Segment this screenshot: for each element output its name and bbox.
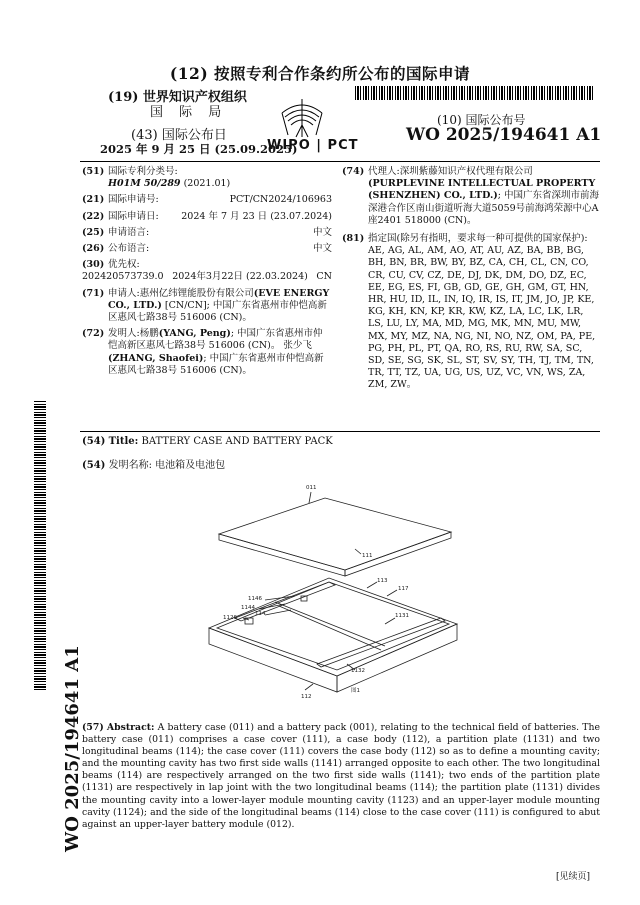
publication-number-label: (10) 国际公布号 — [437, 113, 526, 127]
priority-number: 202420573739.0 — [82, 271, 164, 283]
publication-date: 2025 年 9 月 25 日 (25.09.2025) — [100, 142, 298, 156]
agent: 代理人:深圳紫藤知识产权代理有限公司(PURPLEVINE INTELLECTUAL PROPERTY (SHENZHEN) CO., LTD.); 中国广东省深圳市前海深港合作区南山街道听海大道5059号前海鸿荣源中心A座2401 518000 (CN)。 — [368, 166, 600, 226]
publication-language: 中文 — [312, 243, 332, 255]
organization-name: (19) 世界知识产权组织 — [108, 90, 247, 105]
wipo-logo-icon — [279, 95, 325, 139]
bibliographic-right-column — [342, 166, 600, 396]
abstract: (57) Abstract: A battery case (011) and a battery pack (001), relating to the technical field of batteries. The battery case (011) comprises a case cover (111), a case body (112), a partition plate (1131) and two longitudinal beams (114); the case cover (111) covers the case body (112) so as to define a mounting cavity; and the mounting cavity has two first side walls (1141) arranged opposite to each other. The two longitudinal beams (114) are respectively arranged on the two first side walls (1141); two ends of the partition plate (1131) are respectively in lap joint with the two longitudinal beams (114); the partition plate (1131) divides the mounting cavity into a lower-layer module mounting cavity (1123) and an upper-layer module mounting cavity (1124); and the side of the longitudinal beams (114) close to the case cover (111) is configured to abut against an upper-layer battery module (012). — [82, 722, 600, 830]
designated-states: 指定国(除另有指明，要求每一种可提供的国家保护): AE, AG, AL, AM, AO, AT, AU, AZ, BA, BB, BG, BH, BN, BR, BW, BY, BZ, CA, CH, CL, CN, CO, CR, CU, CV, CZ, DE, DJ, DK, DM, DO, DZ, EC, EE, EG, ES, FI, GB, GD, GE, GH, GM, GT, HN, HR, HU, ID, IL, IN, IQ, IR, IS, IT, JM, JO, JP, KE, KG, KH, KN, KP, KR, KW, KZ, LA, LC, LK, LR, LS, LU, LY, MA, MD, MG, MK, MN, MU, MW, MX, MY, MZ, NA, NG, NI, NO, NZ, OM, PA, PE, PG, PH, PL, PT, QA, RO, RS, RU, RW, SA, SC, SD, SE, SG, SK, SL, ST, SV, SY, TH, TJ, TM, TN, TR, TT, TZ, UA, UG, US, UZ, VC, VN, WS, ZA, ZM, ZW。 — [368, 233, 596, 391]
title-chinese: (54) 发明名称: 电池箱及电池包 — [82, 460, 226, 471]
publication-date-label: (43) 国际公布日 — [131, 128, 227, 143]
field-30: (30) 优先权: 202420573739.0 2024年3月22日 (22.03.2024) CN — [82, 259, 332, 283]
label-011: 011 — [306, 485, 317, 491]
filing-date: 2024 年 7 月 23 日 (23.07.2024) — [181, 210, 332, 222]
document-title: (12) 按照专利合作条约所公布的国际申请 — [169, 64, 471, 83]
continuation-note: [见续页] — [556, 872, 591, 882]
label-114: 114 — [255, 611, 266, 617]
title-english: (54) Title: BATTERY CASE AND BATTERY PACK — [82, 436, 333, 447]
ipc-code: H01M 50/289 — [108, 178, 181, 190]
field-71: (71) 申请人:惠州亿纬锂能股份有限公司(EVE ENERGY CO., LTD.) [CN/CN]; 中国广东省惠州市仲恺高新区惠风七路38号 516006 (CN)。 — [82, 288, 332, 325]
label-113: 113 — [377, 578, 388, 584]
field-72: (72) 发明人:杨鹏(YANG, Peng); 中国广东省惠州市仲恺高新区惠风七路38号 516006 (CN)。 张少飞(ZHANG, Shaofei); 中国广东省惠州市仲恺高新区惠风七路38号 516006 (CN)。 — [82, 328, 332, 377]
barcode-image — [355, 86, 595, 100]
label-112: 112 — [301, 694, 312, 700]
side-barcode-image — [34, 400, 46, 690]
label-111: 111 — [362, 553, 373, 559]
filing-language: 中文 — [312, 226, 332, 238]
label-1131: 1131 — [395, 613, 409, 619]
label-1146: 1146 — [248, 596, 262, 602]
label-1144: 1144 — [241, 605, 255, 611]
publication-number: WO 2025/194641 A1 — [406, 125, 602, 145]
field-25: (25) 申请语言: 中文 — [82, 226, 332, 238]
figure-caption: 图1 — [351, 688, 360, 694]
header-divider — [80, 161, 600, 162]
wipo-pct-wordmark: WIPO | PCT — [267, 138, 359, 153]
bibliographic-left-column — [82, 166, 332, 381]
inventors: 发明人:杨鹏(YANG, Peng); 中国广东省惠州市仲恺高新区惠风七路38号 516006 (CN)。 张少飞(ZHANG, Shaofei); 中国广东省惠州市仲恺高新区惠风七路38号 516006 (CN)。 — [108, 328, 324, 376]
priority-date: 2024年3月22日 (22.03.2024) — [172, 271, 308, 283]
field-51: (51) 国际专利分类号: H01M 50/289 (2021.01) — [82, 166, 231, 190]
applicant: 申请人:惠州亿纬锂能股份有限公司(EVE ENERGY CO., LTD.) [CN/CN]; 中国广东省惠州市仲恺高新区惠风七路38号 516006 (CN)。 — [108, 287, 330, 324]
organization-bureau: 国 际 局 — [150, 105, 228, 120]
title-divider — [80, 431, 600, 432]
label-1132: 1132 — [351, 668, 365, 674]
label-1126: 1126 — [223, 615, 237, 621]
side-publication-number: WO 2025/194641 A1 — [62, 645, 83, 852]
battery-case-drawing — [205, 478, 465, 703]
field-26: (26) 公布语言: 中文 — [82, 243, 332, 255]
field-21: (21) 国际申请号: PCT/CN2024/106963 — [82, 194, 332, 206]
field-22: (22) 国际申请日: 2024 年 7 月 23 日 (23.07.2024) — [82, 210, 332, 222]
application-number: PCT/CN2024/106963 — [229, 194, 332, 206]
priority-country: CN — [316, 271, 332, 283]
field-81: (81) 指定国(除另有指明，要求每一种可提供的国家保护): AE, AG, AL, AM, AO, AT, AU, AZ, BA, BB, BG, BH, BN, BR, BW, BY, BZ, CA, CH, CL, CN, CO, CR, CU, CV, CZ, DE, DJ, DK, DM, DO, DZ, EC, EE, EG, ES, FI, GB, GD, GE, GH, GM, GT, HN, HR, HU, ID, IL, IN, IQ, IR, IS, IT, JM, JO, JP, KE, KG, KH, KN, KP, KR, KW, KZ, LA, LC, LK, LR, LS, LU, LY, MA, MD, MG, MK, MN, MU, MW, MX, MY, MZ, NA, NG, NI, NO, NZ, OM, PA, PE, PG, PH, PL, PT, QA, RO, RS, RU, RW, SA, SC, SD, SE, SG, SK, SL, ST, SV, SY, TH, TJ, TM, TN, TR, TT, TZ, UA, UG, US, UZ, VC, VN, WS, ZA, ZM, ZW。 — [342, 233, 600, 392]
field-74: (74) 代理人:深圳紫藤知识产权代理有限公司(PURPLEVINE INTELLECTUAL PROPERTY (SHENZHEN) CO., LTD.); 中国广东省深圳市前海深港合作区南山街道听海大道5059号前海鸿荣源中心A座2401 518000 (CN)。 — [342, 166, 600, 226]
label-117: 117 — [398, 586, 409, 592]
abstract-text: A battery case (011) and a battery pack (001), relating to the technical field of batteries. The battery case (011) comprises a case cover (111), a case body (112), a partition plate (1131) and two longitudinal beams (114); the case cover (111) covers the case body (112) so as to define a mounting cavity; and the mounting cavity has two first side walls (1141) arranged opposite to each other. The two longitudinal beams (114) are respectively arranged on the two first side walls (1141); two ends of the partition plate (1131) are respectively in lap joint with the two longitudinal beams (114); the partition plate (1131) divides the mounting cavity into a lower-layer module mounting cavity (1123) and an upper-layer module mounting cavity (1124); and the side of the longitudinal beams (114) close to the case cover (111) is configured to abut against an upper-layer battery module (012). — [82, 722, 600, 830]
